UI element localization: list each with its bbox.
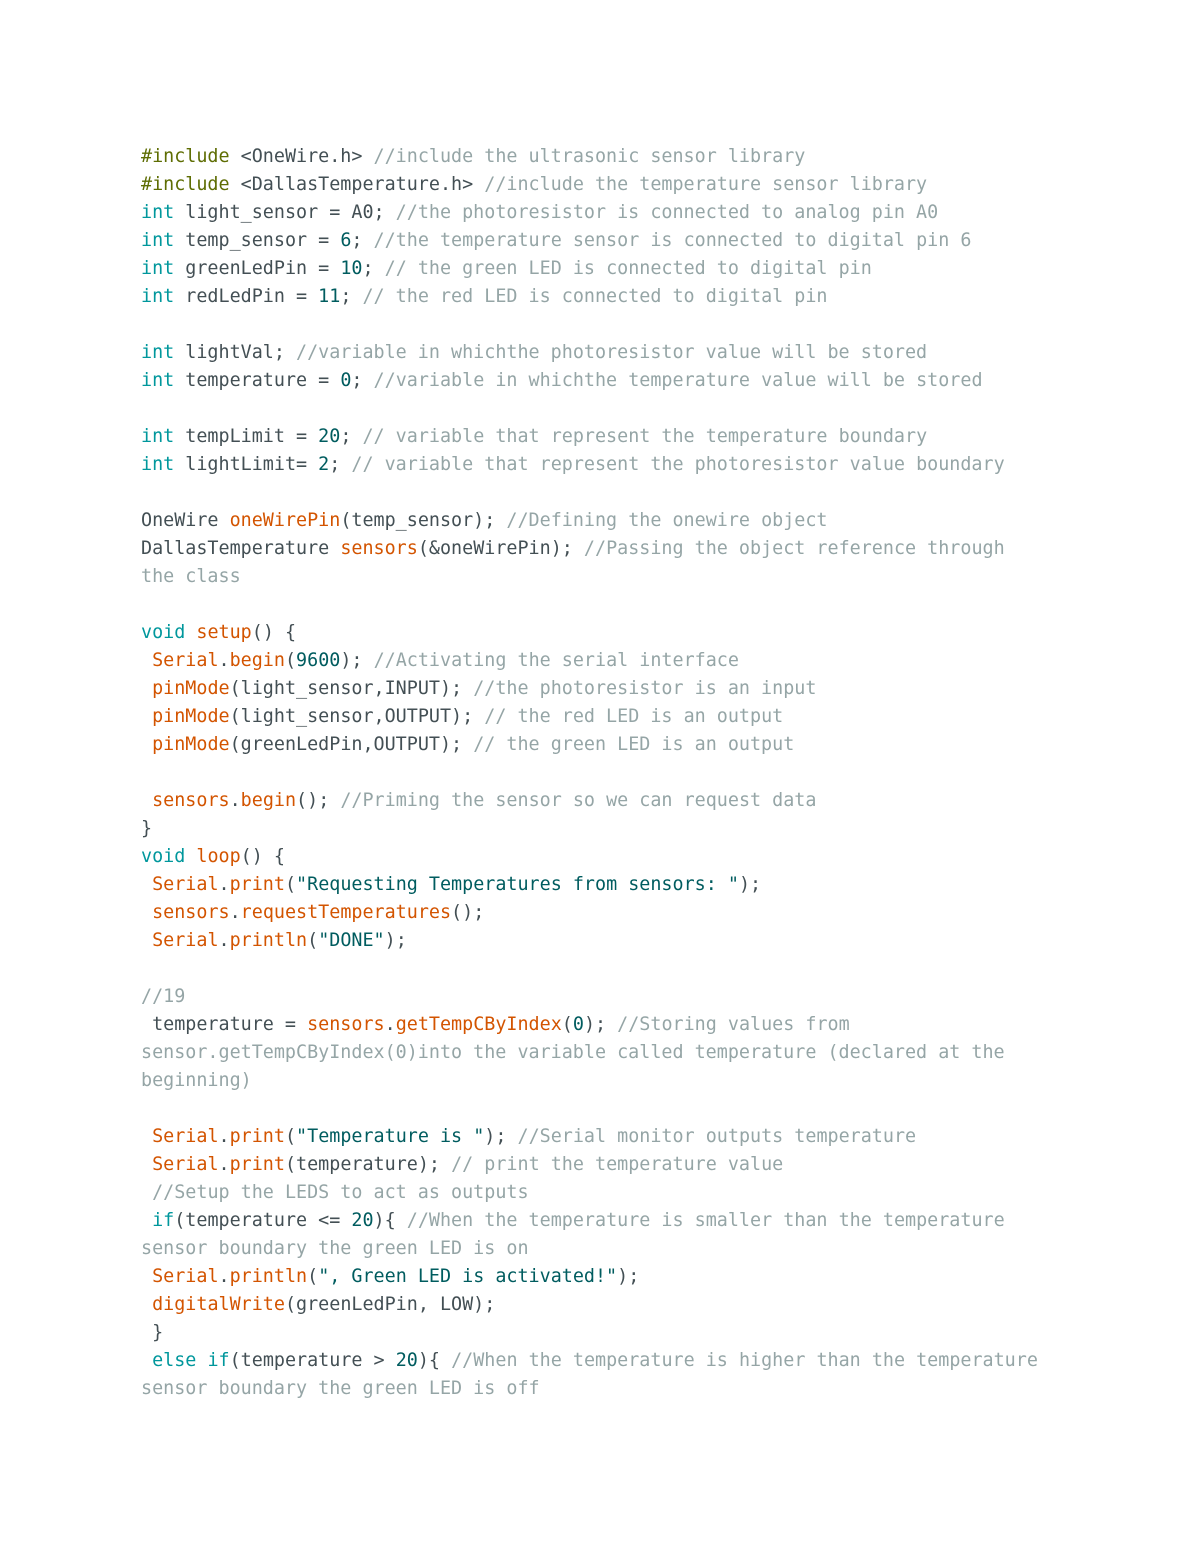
- function-token: println: [229, 1266, 308, 1287]
- code-line: [141, 1011, 1141, 1039]
- code-token: }: [141, 818, 153, 839]
- comment-token: //Passing the object reference through: [583, 538, 1005, 559]
- code-token: ;: [329, 454, 352, 475]
- number-token: 0: [572, 1014, 584, 1035]
- preprocessor-token: #include: [141, 174, 241, 195]
- function-token: print: [229, 1154, 285, 1175]
- code-token: .: [218, 1154, 230, 1175]
- keyword-token: int: [141, 370, 175, 391]
- function-token: sensors: [152, 902, 230, 923]
- code-token: ;: [351, 370, 374, 391]
- code-line: [141, 255, 1141, 283]
- code-token: }: [141, 1322, 164, 1343]
- code-line: [141, 171, 1141, 199]
- comment-token: // variable that represent the photoresistor value boundary: [351, 454, 1005, 475]
- keyword-token: void: [141, 622, 186, 643]
- code-token: DallasTemperature: [141, 538, 341, 559]
- code-line: [141, 1291, 1141, 1319]
- code-line: [141, 199, 1141, 227]
- code-line: [141, 1347, 1141, 1375]
- number-token: 2: [318, 454, 330, 475]
- code-token: [185, 622, 196, 643]
- function-token: println: [229, 930, 308, 951]
- comment-token: // the green LED is connected to digital pin: [384, 258, 872, 279]
- comment-token: sensor boundary the green LED is on: [141, 1238, 529, 1259]
- comment-token: //Setup the LEDS to act as outputs: [152, 1182, 529, 1203]
- keyword-token: int: [141, 342, 175, 363]
- code-token: [141, 678, 152, 699]
- blank-line: [141, 1095, 1141, 1123]
- comment-token: //include the ultrasonic sensor library: [373, 146, 806, 167]
- comment-token: //the temperature sensor is connected to digital pin 6: [373, 230, 972, 251]
- keyword-token: int: [141, 230, 175, 251]
- comment-token: //Serial monitor outputs temperature: [517, 1126, 917, 1147]
- code-line: [141, 1375, 1141, 1403]
- code-token: [141, 1350, 152, 1371]
- function-token: Serial: [152, 1154, 219, 1175]
- code-token: (greenLedPin, LOW);: [284, 1294, 496, 1315]
- number-token: 10: [340, 258, 363, 279]
- code-line: [141, 1179, 1141, 1207]
- keyword-token: else: [152, 1350, 197, 1371]
- code-token: (light_sensor,INPUT);: [229, 678, 474, 699]
- code-token: [141, 706, 152, 727]
- code-token: [141, 1266, 152, 1287]
- number-token: 20: [395, 1350, 418, 1371]
- code-token: () {: [251, 622, 297, 643]
- preprocessor-token: #include: [141, 146, 241, 167]
- code-line: [141, 423, 1141, 451]
- keyword-token: int: [141, 258, 175, 279]
- comment-token: // the red LED is connected to digital pin: [362, 286, 828, 307]
- code-token: ;: [340, 426, 363, 447]
- code-token: );: [583, 1014, 618, 1035]
- code-token: .: [218, 650, 230, 671]
- code-token: redLedPin =: [174, 286, 319, 307]
- code-token: (: [307, 1266, 319, 1287]
- code-token: [141, 874, 152, 895]
- code-line: [141, 787, 1141, 815]
- code-line: [141, 339, 1141, 367]
- comment-token: // print the temperature value: [451, 1154, 784, 1175]
- code-token: (temperature);: [284, 1154, 452, 1175]
- code-token: (: [284, 650, 297, 671]
- function-token: begin: [240, 790, 297, 811]
- keyword-token: int: [141, 286, 175, 307]
- function-token: pinMode: [152, 706, 230, 727]
- code-token: [196, 1350, 207, 1371]
- string-token: ", Green LED is activated!": [318, 1266, 618, 1287]
- comment-token: //the photoresistor is an input: [473, 678, 817, 699]
- comment-token: // the green LED is an output: [473, 734, 795, 755]
- string-token: "Requesting Temperatures from sensors: ": [296, 874, 739, 895]
- code-line: [141, 815, 1141, 843]
- code-token: (: [284, 1126, 297, 1147]
- code-line: [141, 563, 1141, 591]
- code-line: [141, 647, 1141, 675]
- function-token: Serial: [152, 874, 219, 895]
- code-token: OneWire: [141, 510, 230, 531]
- code-token: ;: [362, 258, 385, 279]
- function-token: pinMode: [152, 678, 230, 699]
- code-line: [141, 927, 1141, 955]
- code-line: [141, 1151, 1141, 1179]
- comment-token: //19: [141, 986, 186, 1007]
- code-line: [141, 843, 1141, 871]
- function-token: begin: [229, 650, 285, 671]
- comment-token: //Defining the onewire object: [506, 510, 828, 531]
- code-token: );: [484, 1126, 518, 1147]
- code-token: [141, 1126, 152, 1147]
- code-token: ;: [340, 286, 363, 307]
- code-line: [141, 451, 1141, 479]
- blank-line: [141, 479, 1141, 507]
- function-token: print: [229, 1126, 285, 1147]
- blank-line: [141, 955, 1141, 983]
- code-token: .: [218, 930, 230, 951]
- comment-token: //the photoresistor is connected to analog pin A0: [395, 202, 939, 223]
- code-token: light_sensor = A0;: [174, 202, 396, 223]
- code-line: [141, 535, 1141, 563]
- code-token: );: [617, 1266, 640, 1287]
- code-line: [141, 619, 1141, 647]
- blank-line: [141, 311, 1141, 339]
- blank-line: [141, 395, 1141, 423]
- code-token: [185, 846, 196, 867]
- code-token: lightLimit=: [174, 454, 319, 475]
- code-token: (temperature <=: [174, 1210, 352, 1231]
- code-token: lightVal;: [174, 342, 297, 363]
- code-token: [141, 1210, 152, 1231]
- function-token: Serial: [152, 1266, 219, 1287]
- code-line: [141, 1263, 1141, 1291]
- code-listing: [141, 143, 1141, 1403]
- number-token: 6: [340, 230, 352, 251]
- code-line: [141, 1319, 1141, 1347]
- code-token: .: [218, 1126, 230, 1147]
- keyword-token: void: [141, 846, 186, 867]
- code-token: () {: [240, 846, 285, 867]
- number-token: 20: [351, 1210, 374, 1231]
- comment-token: // variable that represent the temperature boundary: [362, 426, 928, 447]
- comment-token: //Priming the sensor so we can request data: [340, 790, 817, 811]
- code-token: [141, 790, 152, 811]
- code-token: [141, 930, 152, 951]
- function-token: digitalWrite: [152, 1294, 285, 1315]
- comment-token: //variable in whichthe photoresistor value will be stored: [296, 342, 928, 363]
- code-token: [141, 1294, 152, 1315]
- code-token: (: [307, 930, 319, 951]
- code-token: greenLedPin =: [174, 258, 341, 279]
- code-line: [141, 675, 1141, 703]
- function-token: getTempCByIndex: [395, 1014, 562, 1035]
- code-token: [141, 1154, 152, 1175]
- code-token: (greenLedPin,OUTPUT);: [229, 734, 474, 755]
- code-token: <OneWire.h>: [240, 146, 374, 167]
- code-line: [141, 1039, 1141, 1067]
- code-token: (temperature >: [229, 1350, 396, 1371]
- code-line: [141, 1123, 1141, 1151]
- code-token: [141, 902, 152, 923]
- comment-token: the class: [141, 566, 241, 587]
- code-token: temperature =: [174, 370, 341, 391]
- code-line: [141, 367, 1141, 395]
- function-token: oneWirePin: [229, 510, 341, 531]
- comment-token: //Activating the serial interface: [373, 650, 739, 671]
- code-line: [141, 1235, 1141, 1263]
- code-token: temp_sensor =: [174, 230, 341, 251]
- comment-token: sensor.getTempCByIndex(0)into the variable called temperature (declared at the: [141, 1042, 1005, 1063]
- function-token: Serial: [152, 1126, 219, 1147]
- code-token: (light_sensor,OUTPUT);: [229, 706, 485, 727]
- code-token: ();: [296, 790, 341, 811]
- comment-token: //When the temperature is higher than the temperature: [451, 1350, 1038, 1371]
- code-line: [141, 143, 1141, 171]
- code-line: [141, 899, 1141, 927]
- function-token: sensors: [152, 790, 230, 811]
- keyword-token: if: [152, 1210, 175, 1231]
- code-token: .: [229, 902, 241, 923]
- function-token: print: [229, 874, 285, 895]
- code-token: (: [284, 874, 297, 895]
- code-token: ;: [351, 230, 374, 251]
- code-token: );: [738, 874, 762, 895]
- code-token: temperature =: [141, 1014, 308, 1035]
- code-token: );: [340, 650, 374, 671]
- code-token: <DallasTemperature.h>: [240, 174, 485, 195]
- code-token: ){: [373, 1210, 407, 1231]
- function-token: pinMode: [152, 734, 230, 755]
- code-token: .: [229, 790, 241, 811]
- code-line: [141, 871, 1141, 899]
- code-line: [141, 983, 1141, 1011]
- code-token: ){: [417, 1350, 452, 1371]
- code-token: [141, 1182, 152, 1203]
- function-token: setup: [196, 622, 252, 643]
- keyword-token: int: [141, 426, 175, 447]
- code-token: tempLimit =: [174, 426, 319, 447]
- code-token: .: [384, 1014, 396, 1035]
- function-token: Serial: [152, 650, 219, 671]
- comment-token: //When the temperature is smaller than the temperature: [406, 1210, 1005, 1231]
- code-token: [141, 734, 152, 755]
- code-line: [141, 283, 1141, 311]
- comment-token: beginning): [141, 1070, 252, 1091]
- string-token: "Temperature is ": [296, 1126, 485, 1147]
- number-token: 9600: [296, 650, 341, 671]
- number-token: 11: [318, 286, 341, 307]
- code-token: ();: [451, 902, 485, 923]
- code-line: [141, 227, 1141, 255]
- blank-line: [141, 591, 1141, 619]
- code-line: [141, 731, 1141, 759]
- code-token: .: [218, 874, 230, 895]
- function-token: requestTemperatures: [240, 902, 452, 923]
- keyword-token: int: [141, 454, 175, 475]
- comment-token: //include the temperature sensor library: [484, 174, 928, 195]
- code-line: [141, 1207, 1141, 1235]
- comment-token: //variable in whichthe temperature value will be stored: [373, 370, 983, 391]
- function-token: sensors: [307, 1014, 385, 1035]
- string-token: "DONE": [318, 930, 385, 951]
- code-line: [141, 507, 1141, 535]
- comment-token: sensor boundary the green LED is off: [141, 1378, 540, 1399]
- number-token: 0: [340, 370, 352, 391]
- blank-line: [141, 759, 1141, 787]
- function-token: sensors: [340, 538, 418, 559]
- code-token: (temp_sensor);: [340, 510, 507, 531]
- code-token: [141, 650, 152, 671]
- number-token: 20: [318, 426, 341, 447]
- comment-token: //Storing values from: [617, 1014, 850, 1035]
- code-token: (&oneWirePin);: [417, 538, 584, 559]
- comment-token: // the red LED is an output: [484, 706, 784, 727]
- code-token: (: [561, 1014, 573, 1035]
- function-token: Serial: [152, 930, 219, 951]
- keyword-token: int: [141, 202, 175, 223]
- function-token: loop: [196, 846, 241, 867]
- code-line: [141, 703, 1141, 731]
- code-line: [141, 1067, 1141, 1095]
- code-token: .: [218, 1266, 230, 1287]
- code-token: );: [384, 930, 407, 951]
- keyword-token: if: [207, 1350, 230, 1371]
